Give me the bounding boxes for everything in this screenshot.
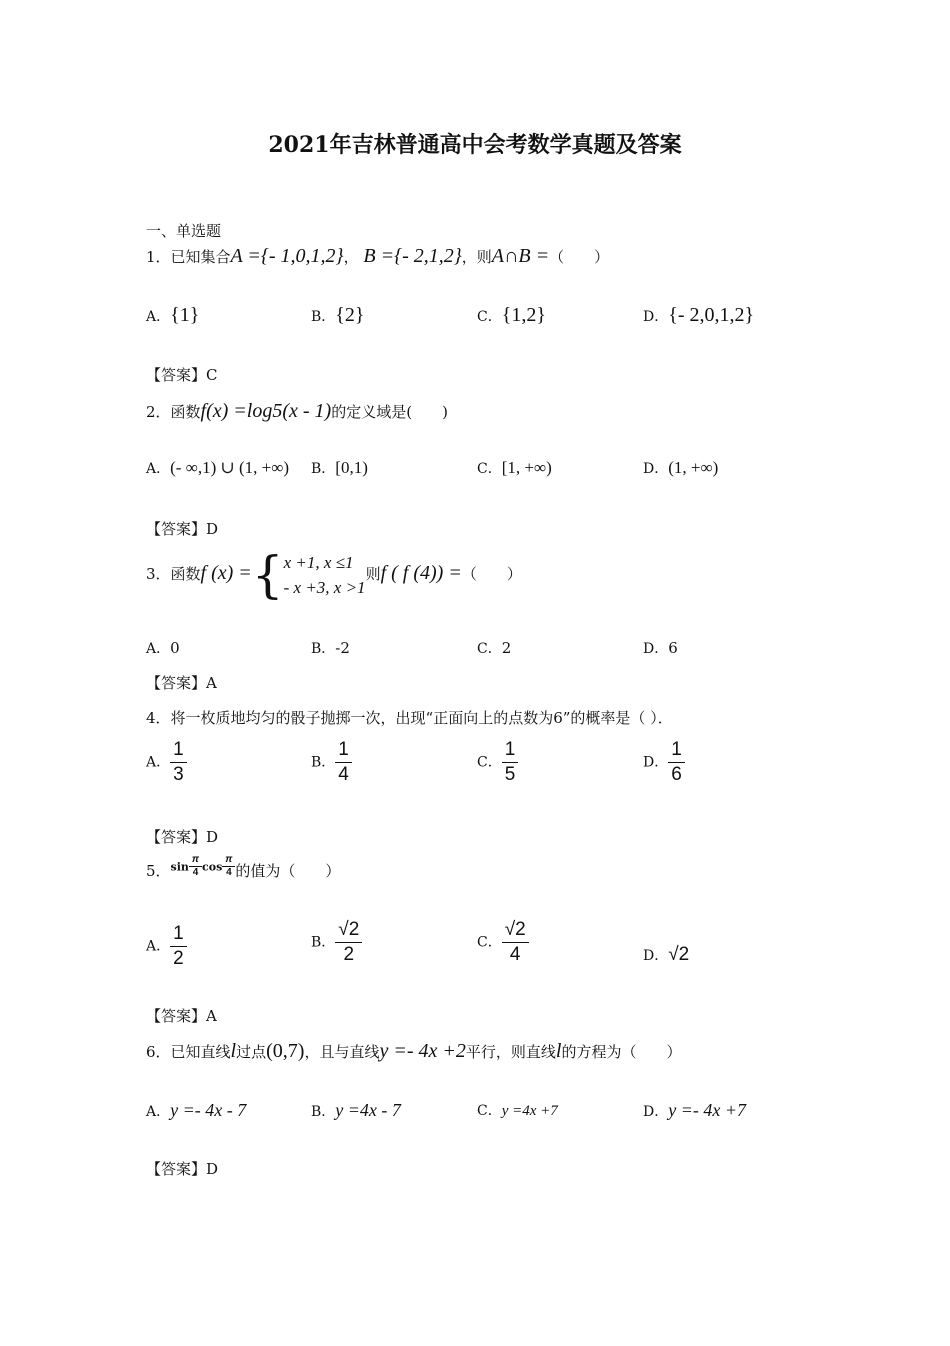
q4-option-d: D． $\frac{1}{6}$	[643, 738, 685, 787]
question-6-stem	[146, 1040, 681, 1063]
q6-l-2: l	[555, 1040, 562, 1062]
question-3-stem	[146, 546, 522, 604]
q4-option-a: A． $\frac{1}{3}$	[146, 738, 187, 787]
q5-expression: sin $\frac{\pi}{4}$ cos $\frac{\pi}{4}$	[171, 854, 236, 879]
question-1-stem	[146, 245, 609, 268]
q5-prefix: 5．	[146, 862, 171, 880]
question-4-stem: 4．将一枚质地均匀的骰子抛掷一次，出现“正面向上的点数为6”的概率是（ ）．	[146, 709, 673, 727]
q3-composite: f ( f (4)) =	[380, 562, 462, 584]
q6-t3: 平行，则直线	[465, 1043, 556, 1061]
q2-option-a: A．(- ∞,1) ∪ (1, +∞)	[146, 458, 290, 477]
q6-t2: ，且与直线	[304, 1043, 380, 1061]
q3-row2: - x +3, x >1	[283, 578, 366, 597]
q5-suffix: 的值为（ ）	[235, 862, 341, 880]
q6-option-d: D．y =- 4x +7	[643, 1100, 746, 1120]
q5-option-d: D．√2	[643, 944, 690, 965]
q2-option-c: C．[1, +∞)	[477, 458, 552, 477]
q4-option-b: B． $\frac{1}{4}$	[311, 738, 352, 787]
question-5-stem	[146, 854, 341, 881]
q4-option-c: C． $\frac{1}{5}$	[477, 738, 518, 787]
q1-option-a: A．{1}	[146, 304, 200, 326]
q3-mid: 则	[365, 565, 381, 583]
q4-answer: 【答案】D	[146, 828, 219, 846]
question-2-stem	[146, 400, 448, 423]
q1-paren: （ ）	[549, 248, 610, 266]
page-title: 2021年吉林普通高中会考数学真题及答案	[268, 132, 682, 158]
q1-sep1: ，	[343, 248, 359, 266]
q3-option-c: C．2	[477, 639, 512, 657]
brace-icon: {	[251, 546, 284, 604]
q1-prefix: 1．已知集合	[146, 248, 231, 266]
q5-option-c: C． $\frac{√2}{4}$	[477, 918, 529, 967]
q2-suffix: 的定义域是( )	[331, 403, 448, 421]
q3-row1: x +1, x ≤1	[283, 553, 354, 572]
q3-function: f (x) =	[200, 562, 252, 584]
q3-piecewise	[251, 546, 366, 604]
q2-answer: 【答案】D	[146, 520, 219, 538]
q2-function: f(x) =log5(x - 1)	[200, 400, 332, 422]
q3-answer: 【答案】A	[146, 674, 217, 692]
q1-answer: 【答案】C	[146, 366, 218, 384]
q5-option-b: B． $\frac{√2}{2}$	[311, 918, 362, 967]
q1-set-b: B ={- 2,1,2}	[363, 245, 462, 267]
q1-option-c: C．{1,2}	[477, 304, 546, 326]
q6-point: (0,7)	[266, 1040, 305, 1062]
q3-paren: （ ）	[461, 565, 522, 583]
q2-prefix: 2．函数	[146, 403, 201, 421]
q6-t1: 过点	[236, 1043, 267, 1061]
q6-option-b: B．y =4x - 7	[311, 1100, 401, 1120]
q6-option-c: C．y =4x +7	[477, 1103, 558, 1119]
section-heading: 一、单选题	[146, 222, 222, 240]
q6-l: l	[230, 1040, 237, 1062]
q5-option-a: A． $\frac{1}{2}$	[146, 922, 187, 971]
q3-prefix: 3．函数	[146, 565, 201, 583]
q1-intersection: A∩B =	[491, 245, 550, 267]
q1-option-b: B．{2}	[311, 304, 365, 326]
q2-option-b: B．[0,1)	[311, 458, 368, 477]
q1-sep2: ，则	[461, 248, 492, 266]
q1-option-d: D．{- 2,0,1,2}	[643, 304, 755, 326]
q6-option-a: A．y =- 4x - 7	[146, 1100, 247, 1120]
q6-t4: 的方程为（ ）	[561, 1043, 682, 1061]
q6-prefix: 6．已知直线	[146, 1043, 231, 1061]
q3-option-b: B．-2	[311, 639, 350, 657]
q6-answer: 【答案】D	[146, 1160, 219, 1178]
q2-option-d: D．(1, +∞)	[643, 458, 719, 477]
q3-option-a: A．0	[146, 639, 180, 657]
q5-answer: 【答案】A	[146, 1007, 217, 1025]
q6-line-eq: y =- 4x +2	[379, 1040, 466, 1062]
q3-option-d: D．6	[643, 639, 678, 657]
q1-set-a: A ={- 1,0,1,2}	[230, 245, 344, 267]
